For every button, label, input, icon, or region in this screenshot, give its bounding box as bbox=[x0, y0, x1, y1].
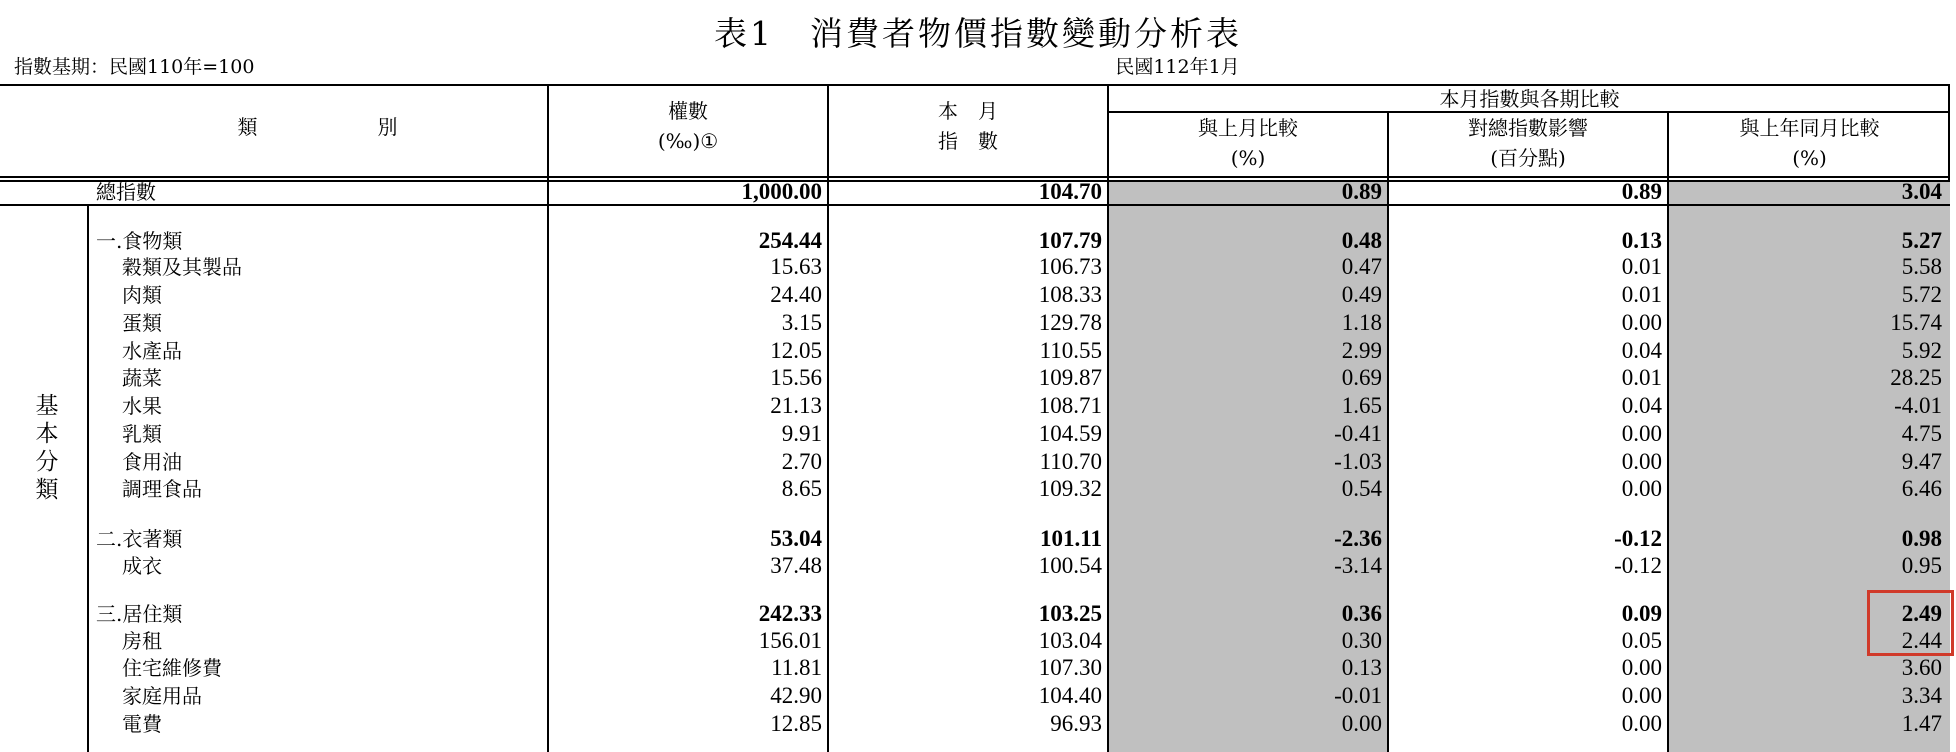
header-comparison-group: 本月指數與各期比較 bbox=[1439, 87, 1620, 111]
row-label: 肉類 bbox=[122, 283, 162, 307]
table-row bbox=[0, 420, 1950, 448]
weight-cell: 42.90 bbox=[770, 683, 822, 708]
index-cell: 107.79 bbox=[1038, 228, 1102, 253]
row-label: 調理食品 bbox=[122, 477, 202, 501]
impact-cell: 0.01 bbox=[1621, 365, 1662, 390]
mom-cell: 0.47 bbox=[1341, 254, 1382, 279]
header-impact: 對總指數影響 (百分點) bbox=[1468, 116, 1588, 170]
weight-cell: 242.33 bbox=[758, 601, 822, 626]
index-cell: 103.04 bbox=[1038, 628, 1102, 653]
weight-cell: 15.56 bbox=[770, 365, 822, 390]
basic-classification-label: 基本分類 bbox=[35, 393, 59, 503]
table-row bbox=[0, 309, 1950, 337]
weight-cell: 254.44 bbox=[758, 228, 822, 253]
weight-cell: 21.13 bbox=[770, 393, 822, 418]
yoy-cell: 3.04 bbox=[1901, 179, 1942, 204]
table-row bbox=[0, 364, 1950, 392]
weight-cell: 1,000.00 bbox=[741, 179, 822, 204]
table-row bbox=[0, 337, 1950, 365]
weight-cell: 11.81 bbox=[771, 655, 822, 680]
yoy-cell: 0.98 bbox=[1901, 526, 1942, 551]
row-label: 蔬菜 bbox=[122, 366, 162, 390]
table-row bbox=[0, 227, 1950, 255]
mom-cell: -0.41 bbox=[1334, 421, 1382, 446]
index-cell: 109.87 bbox=[1038, 365, 1102, 390]
table-row bbox=[0, 448, 1950, 476]
index-cell: 104.70 bbox=[1038, 179, 1102, 204]
table-row bbox=[0, 475, 1950, 503]
table-row bbox=[0, 682, 1950, 710]
yoy-cell: 2.49 bbox=[1901, 601, 1942, 626]
mom-cell: 0.69 bbox=[1341, 365, 1382, 390]
index-cell: 107.30 bbox=[1038, 655, 1102, 680]
mom-cell: 0.89 bbox=[1341, 179, 1382, 204]
weight-cell: 24.40 bbox=[770, 282, 822, 307]
yoy-cell: 1.47 bbox=[1901, 711, 1942, 736]
mom-cell: 0.13 bbox=[1341, 655, 1382, 680]
yoy-cell: 5.27 bbox=[1901, 228, 1942, 253]
row-label: 乳類 bbox=[122, 422, 162, 446]
table-row-total bbox=[0, 178, 1950, 206]
header-category: 類 別 bbox=[237, 115, 398, 139]
mom-cell: 0.30 bbox=[1341, 628, 1382, 653]
table-row bbox=[0, 552, 1950, 580]
mom-cell: -2.36 bbox=[1334, 526, 1382, 551]
header-yoy: 與上年同月比較 (%) bbox=[1739, 116, 1880, 170]
yoy-cell: 3.60 bbox=[1901, 655, 1942, 680]
row-label: 穀類及其製品 bbox=[122, 255, 242, 279]
yoy-cell: 15.74 bbox=[1890, 310, 1942, 335]
index-cell: 101.11 bbox=[1040, 526, 1102, 551]
impact-cell: 0.05 bbox=[1621, 628, 1662, 653]
header-weight: 權數 (‰)① bbox=[657, 99, 719, 153]
index-cell: 106.73 bbox=[1038, 254, 1102, 279]
row-label: 房租 bbox=[122, 629, 162, 653]
mom-cell: 0.36 bbox=[1341, 601, 1382, 626]
weight-cell: 12.05 bbox=[770, 338, 822, 363]
row-label: 電費 bbox=[122, 712, 162, 736]
impact-cell: 0.01 bbox=[1621, 254, 1662, 279]
impact-cell: 0.00 bbox=[1621, 476, 1662, 501]
impact-cell: 0.13 bbox=[1621, 228, 1662, 253]
mom-cell: 2.99 bbox=[1341, 338, 1382, 363]
index-cell: 129.78 bbox=[1038, 310, 1102, 335]
table-row bbox=[0, 253, 1950, 281]
impact-cell: 0.00 bbox=[1621, 421, 1662, 446]
index-cell: 104.40 bbox=[1038, 683, 1102, 708]
yoy-cell: 4.75 bbox=[1901, 421, 1942, 446]
mom-cell: -3.14 bbox=[1334, 553, 1382, 578]
yoy-cell: -4.01 bbox=[1894, 393, 1942, 418]
mom-cell: -1.03 bbox=[1334, 449, 1382, 474]
yoy-cell: 6.46 bbox=[1901, 476, 1942, 501]
row-label: 家庭用品 bbox=[122, 684, 202, 708]
impact-cell: 0.00 bbox=[1621, 310, 1662, 335]
weight-cell: 2.70 bbox=[781, 449, 822, 474]
impact-cell: 0.04 bbox=[1621, 338, 1662, 363]
weight-cell: 8.65 bbox=[781, 476, 822, 501]
index-cell: 108.33 bbox=[1038, 282, 1102, 307]
mom-cell: 1.18 bbox=[1341, 310, 1382, 335]
impact-cell: -0.12 bbox=[1614, 553, 1662, 578]
header-mom: 與上月比較 (%) bbox=[1198, 116, 1298, 170]
table-row bbox=[0, 392, 1950, 420]
index-cell: 109.32 bbox=[1038, 476, 1102, 501]
row-label: 蛋類 bbox=[122, 311, 162, 335]
index-cell: 108.71 bbox=[1038, 393, 1102, 418]
row-label: 總指數 bbox=[96, 180, 156, 204]
period-label: 民國112年1月 bbox=[1115, 56, 1240, 78]
row-label: 水產品 bbox=[122, 339, 182, 363]
index-cell: 110.55 bbox=[1039, 338, 1102, 363]
impact-cell: -0.12 bbox=[1614, 526, 1662, 551]
table-title: 表1 消費者物價指數變動分析表 bbox=[714, 14, 1242, 53]
yoy-cell: 28.25 bbox=[1890, 365, 1942, 390]
mom-cell: 1.65 bbox=[1341, 393, 1382, 418]
index-cell: 96.93 bbox=[1050, 711, 1102, 736]
yoy-cell: 0.95 bbox=[1901, 553, 1942, 578]
weight-cell: 9.91 bbox=[781, 421, 822, 446]
yoy-cell: 9.47 bbox=[1901, 449, 1942, 474]
mom-cell: 0.48 bbox=[1341, 228, 1382, 253]
row-label: 水果 bbox=[122, 394, 162, 418]
row-label: 成衣 bbox=[122, 554, 162, 578]
index-cell: 103.25 bbox=[1038, 601, 1102, 626]
header-index: 本 月 指 數 bbox=[938, 99, 998, 153]
table-row bbox=[0, 525, 1950, 553]
impact-cell: 0.00 bbox=[1621, 449, 1662, 474]
row-label: 住宅維修費 bbox=[122, 656, 222, 680]
yoy-cell: 5.92 bbox=[1901, 338, 1942, 363]
weight-cell: 12.85 bbox=[770, 711, 822, 736]
yoy-cell: 2.44 bbox=[1901, 628, 1942, 653]
row-label: 二.衣著類 bbox=[96, 527, 183, 551]
index-cell: 100.54 bbox=[1038, 553, 1102, 578]
impact-cell: 0.89 bbox=[1621, 179, 1662, 204]
weight-cell: 3.15 bbox=[781, 310, 822, 335]
table-row bbox=[0, 710, 1950, 738]
mom-cell: 0.00 bbox=[1341, 711, 1382, 736]
index-cell: 110.70 bbox=[1039, 449, 1102, 474]
mom-cell: 0.49 bbox=[1341, 282, 1382, 307]
table-row bbox=[0, 281, 1950, 309]
yoy-cell: 5.72 bbox=[1901, 282, 1942, 307]
weight-cell: 53.04 bbox=[770, 526, 822, 551]
row-label: 食用油 bbox=[122, 450, 182, 474]
weight-cell: 156.01 bbox=[758, 628, 822, 653]
table-row bbox=[0, 627, 1950, 655]
impact-cell: 0.01 bbox=[1621, 282, 1662, 307]
mom-cell: -0.01 bbox=[1334, 683, 1382, 708]
table-row bbox=[0, 654, 1950, 682]
weight-cell: 15.63 bbox=[770, 254, 822, 279]
impact-cell: 0.04 bbox=[1621, 393, 1662, 418]
weight-cell: 37.48 bbox=[770, 553, 822, 578]
index-cell: 104.59 bbox=[1038, 421, 1102, 446]
impact-cell: 0.09 bbox=[1621, 601, 1662, 626]
row-label: 三.居住類 bbox=[96, 602, 183, 626]
highlight-box bbox=[1867, 590, 1954, 656]
yoy-cell: 5.58 bbox=[1901, 254, 1942, 279]
impact-cell: 0.00 bbox=[1621, 655, 1662, 680]
mom-cell: 0.54 bbox=[1341, 476, 1382, 501]
table-row bbox=[0, 600, 1950, 628]
yoy-cell: 3.34 bbox=[1901, 683, 1942, 708]
base-period-label: 指數基期：民國110年=100 bbox=[14, 56, 255, 78]
row-label: 一.食物類 bbox=[96, 229, 183, 253]
impact-cell: 0.00 bbox=[1621, 683, 1662, 708]
impact-cell: 0.00 bbox=[1621, 711, 1662, 736]
